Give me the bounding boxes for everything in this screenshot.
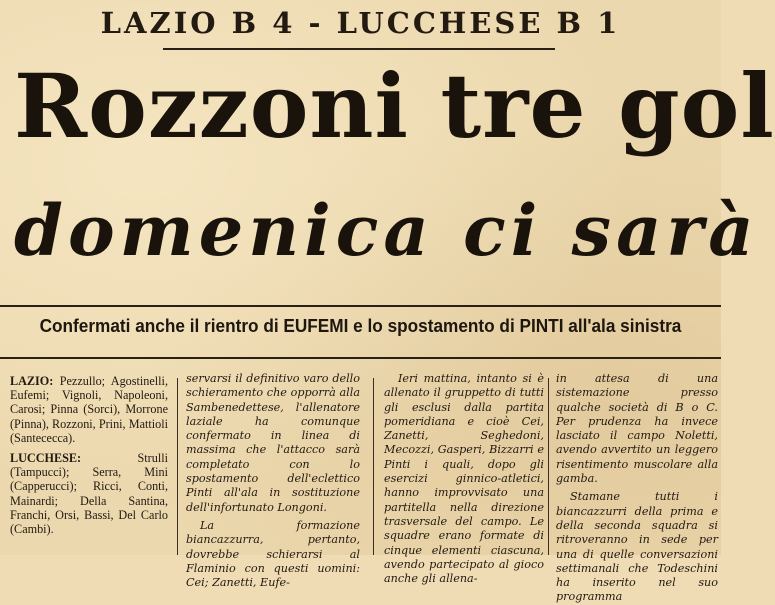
subhead-top-rule [0,305,721,307]
lucchese-lineup [10,451,168,536]
paragraph: in attesa di una sistemazione presso qualche società di B o C. Per prudenza ha invece lasciato il campo Noletti, avendo avvertito un leggero risentimento muscolare alla gamba. [556,372,718,486]
lineups-column [10,368,168,555]
paragraph: Stamane tutti i biancazzurri della prima e della seconda squadra si ritroveranno in sede per una di quelle conversazioni settimanali che Todeschini ha inserito nel suo programma [556,490,718,604]
headline-line-1: Rozzoni tre gol [14,54,775,158]
paragraph: servarsi il definitivo varo dello schieramento che opporrà alla Sambenedettese, l'allenatore laziale ha comunque confermato in linea di massima che l'attacco sarà completato con lo spostamento dell'eclettico Pinti all'ala in sostituzione dell'infortunato Longoni. [186,372,360,514]
article-column-4 [556,368,718,604]
lineup-text: Pezzullo; Agostinelli, Eufemi; Vignoli, Napoleoni, Carosi; Pinna (Sorci), Morrone (Pinna), Rozzoni, Prini, Mattioli (Santececca). [10,374,168,445]
article-body [0,368,721,604]
match-result-kicker: LAZIO B 4 - LUCCHESE B 1 [100,6,621,40]
kicker-underline [163,48,555,50]
subhead-bottom-rule [0,357,721,359]
team-name: LAZIO: [10,374,54,388]
lazio-lineup [10,374,168,445]
subheadline: Confermati anche il rientro di EUFEMI e lo spostamento di PINTI all'ala sinistra [39,315,682,336]
article-column-2 [186,368,360,590]
paragraph: Ieri mattina, intanto si è allenato il gruppetto di tutti gli esclusi dalla partita pomeridiana e cioè Cei, Zanetti, Seghedoni, Mecozzi, Gasperi, Bizzarri e Pinti i quali, dopo gli esercizi ginnico-atletici, hanno improvvisato una partitella nella direzione trasversale del campo. Le squadre erano formate di cinque elementi ciascuna, avendo partecipato al gioco anche gli allena- [384,372,544,586]
team-name: LUCCHESE: [10,451,82,466]
article-column-3 [384,368,544,586]
paragraph: La formazione biancazzurra, pertanto, dovrebbe schierarsi al Flaminio con questi uomini: Cei; Zanetti, Eufe- [186,518,360,590]
lineup-text: Strulli (Tampucci); Serra, Mini (Capperucci); Ricci, Conti, Mainardi; Della Santina, Franchi, Orsi, Bassi, Del Carlo (Cambi). [10,451,168,537]
headline-line-2: domenica ci sarà [14,189,759,272]
